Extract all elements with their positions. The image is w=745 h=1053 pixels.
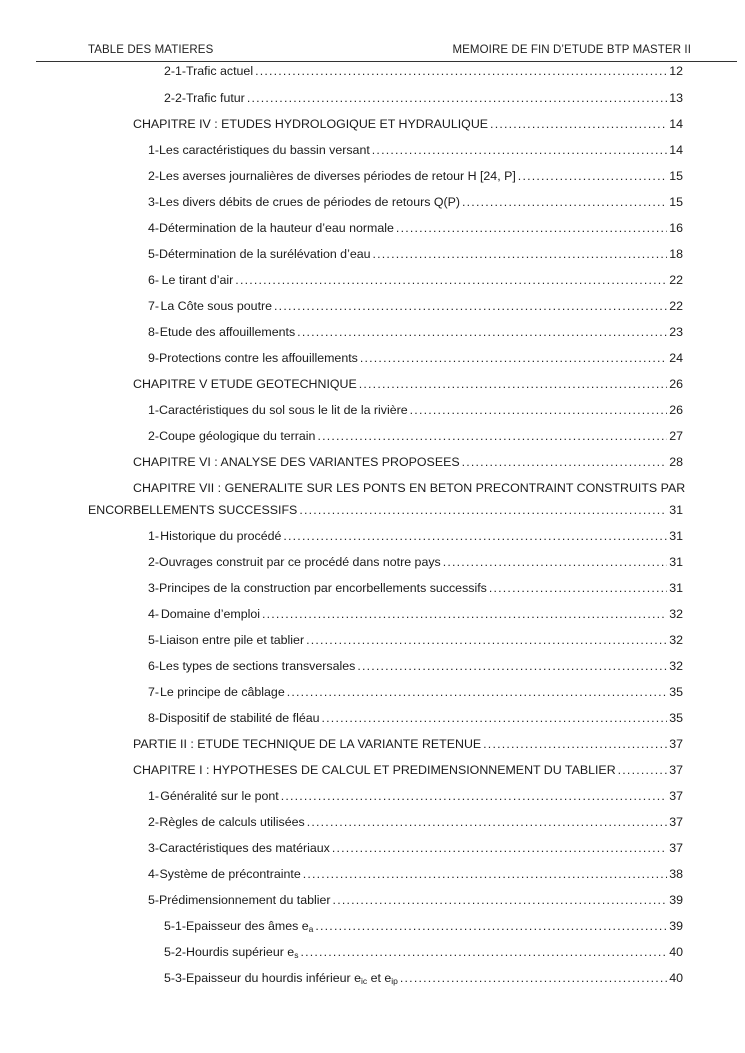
toc-entry-title: Coupe géologique du terrain (159, 429, 316, 443)
leader-dots (396, 215, 667, 241)
toc-entry-number: 6- (148, 659, 160, 673)
toc-entry-page: 35 (669, 711, 683, 725)
toc-entry[interactable] (148, 835, 683, 861)
toc-entry[interactable] (148, 423, 683, 449)
leader-dots (373, 241, 668, 267)
toc-entry-page: 31 (669, 581, 683, 595)
toc-entry-title: Les caractéristiques du bassin versant (159, 143, 370, 157)
toc-entry-title-line2: ENCORBELLEMENTS SUCCESSIFS (88, 503, 298, 517)
toc-entry[interactable] (148, 627, 683, 653)
subscript: s (294, 950, 299, 960)
toc-entry-page: 23 (669, 325, 683, 339)
subscript: a (308, 924, 314, 934)
toc-entry-number: 4- (148, 607, 160, 621)
leader-dots (300, 939, 667, 965)
leader-dots (307, 809, 667, 835)
toc-entry-number: 5-1- (164, 919, 187, 933)
leader-dots (235, 267, 667, 293)
toc-entry-page: 32 (669, 633, 683, 647)
leader-dots (322, 705, 668, 731)
toc-entry[interactable] (148, 705, 683, 731)
toc-entry-page: 35 (669, 685, 683, 699)
leader-dots (297, 319, 667, 345)
toc-entry-page: 18 (669, 247, 683, 261)
toc-entry[interactable] (164, 58, 683, 84)
toc-entry-page: 27 (669, 429, 683, 443)
toc-entry[interactable] (148, 189, 683, 215)
toc-entry[interactable] (148, 575, 683, 601)
toc-entry-number: 5-3- (164, 971, 187, 985)
toc-entry[interactable] (148, 601, 683, 627)
toc-entry-number: 1- (148, 403, 160, 417)
toc-entry-title: Généralité sur le pont (160, 789, 279, 803)
leader-dots (287, 679, 667, 705)
toc-entry-page: 31 (669, 503, 683, 517)
toc-entry[interactable] (164, 939, 683, 965)
subscript: ic (361, 976, 368, 986)
toc-entry-title: Les divers débits de crues de périodes de retours Q(P) (159, 195, 461, 209)
toc-entry-number: 8- (148, 711, 160, 725)
toc-entry[interactable] (164, 965, 683, 991)
toc-entry-page: 37 (669, 737, 683, 751)
toc-entry-title: Historique du procédé (160, 529, 282, 543)
toc-entry-page: 37 (669, 789, 683, 803)
leader-dots (332, 835, 667, 861)
toc-entry-page: 40 (669, 945, 683, 959)
leader-dots (462, 189, 667, 215)
toc-entry-number: 8- (148, 325, 160, 339)
header-left: TABLE DES MATIERES (88, 44, 214, 56)
toc-entry-number: 2- (148, 169, 160, 183)
toc-entry[interactable] (164, 913, 683, 939)
toc-entry[interactable] (148, 137, 683, 163)
toc-entry-page: 37 (669, 763, 683, 777)
leader-dots (274, 293, 667, 319)
toc-entry-page: 15 (669, 195, 683, 209)
leader-dots (489, 575, 667, 601)
toc-entry[interactable] (148, 523, 683, 549)
toc-entry-page: 24 (669, 351, 683, 365)
toc-chapter[interactable] (133, 757, 683, 783)
leader-dots (306, 627, 667, 653)
toc-entry-title: Etude des affouillements (159, 325, 296, 339)
toc-entry-page: 22 (669, 273, 683, 287)
toc-entry-page: 32 (669, 659, 683, 673)
leader-dots (360, 345, 667, 371)
toc-entry-number: 5-2- (164, 945, 187, 959)
toc-entry-page: 31 (669, 555, 683, 569)
toc-entry-page: 39 (669, 919, 683, 933)
toc-chapter[interactable] (133, 371, 683, 397)
toc-entry-number: 1- (148, 529, 160, 543)
toc-entry[interactable] (148, 653, 683, 679)
toc-entry-title: Caractéristiques du sol sous le lit de la rivière (159, 403, 408, 417)
toc-entry[interactable] (148, 809, 683, 835)
toc-entry-title: Dispositif de stabilité de fléau (159, 711, 320, 725)
toc-entry-page: 32 (669, 607, 683, 621)
toc-entry-title: Système de précontrainte (159, 867, 301, 881)
toc-entry-title: CHAPITRE VI : ANALYSE DES VARIANTES PROPOSEES (133, 455, 460, 469)
toc-entry-page: 22 (669, 299, 683, 313)
toc-entry-number: 7- (148, 685, 160, 699)
toc-entry-number: 6- (148, 273, 160, 287)
toc-entry-title: Détermination de la hauteur d’eau normale (159, 221, 394, 235)
toc-entry-title: PARTIE II : ETUDE TECHNIQUE DE LA VARIANTE RETENUE (133, 737, 482, 751)
toc-chapter[interactable] (133, 449, 683, 475)
toc-entry-title: Caractéristiques des matériaux (159, 841, 330, 855)
header-right: MEMOIRE DE FIN D’ETUDE BTP MASTER II (452, 44, 691, 56)
toc-entry-title: Principes de la construction par encorbellements successifs (159, 581, 487, 595)
toc-entry-number: 2-1- (164, 64, 187, 78)
toc-entry[interactable] (148, 679, 683, 705)
toc-entry-page: 37 (669, 841, 683, 855)
toc-entry-number: 4- (148, 221, 160, 235)
toc-entry-title: Hourdis supérieur $e_s$ (186, 945, 299, 960)
toc-entry-number: 4- (148, 867, 160, 881)
leader-dots (281, 783, 668, 809)
toc-entry-page: 37 (669, 815, 683, 829)
leader-dots (283, 523, 667, 549)
toc-chapter[interactable] (133, 111, 683, 137)
toc-chapter-line2[interactable] (88, 497, 683, 523)
leader-dots (483, 731, 667, 757)
toc-entry-number: 2-2- (164, 91, 187, 105)
toc-entry-title: Liaison entre pile et tablier (159, 633, 305, 647)
toc-entry-title: Le tirant d’air (161, 273, 234, 287)
toc-entry[interactable] (148, 293, 683, 319)
toc-entry-title: Trafic actuel (186, 64, 254, 78)
toc-entry-title-line1: CHAPITRE VII : GENERALITE SUR LES PONTS EN BETON PRECONTRAINT CONSTRUITS PAR (133, 481, 686, 495)
leader-dots (255, 58, 667, 84)
leader-dots (303, 861, 667, 887)
page-header (88, 44, 691, 56)
toc-entry[interactable] (164, 85, 683, 111)
toc-entry-number: 2- (148, 815, 160, 829)
toc-entry-number: 5- (148, 633, 160, 647)
toc-entry-page: 16 (669, 221, 683, 235)
toc-entry-number: 5- (148, 247, 160, 261)
leader-dots (315, 913, 667, 939)
leader-dots (372, 137, 667, 163)
toc-entry-title: Le principe de câblage (160, 685, 285, 699)
toc-entry[interactable] (148, 549, 683, 575)
leader-dots (359, 371, 667, 397)
toc-entry[interactable] (148, 783, 683, 809)
toc-entry-number: 2- (148, 429, 160, 443)
leader-dots (262, 601, 667, 627)
toc-entry-title: Détermination de la surélévation d’eau (159, 247, 371, 261)
leader-dots (410, 397, 668, 423)
toc-entry-page: 13 (669, 91, 683, 105)
subscript: ip (391, 976, 398, 986)
leader-dots (357, 653, 667, 679)
toc-part[interactable] (133, 731, 683, 757)
toc-entry[interactable] (148, 887, 683, 913)
toc-entry[interactable] (148, 319, 683, 345)
toc-entry-number: 1- (148, 789, 160, 803)
toc-entry-title: Epaisseur du hourdis inférieur $e_{ic}$ et $e_{ip}$ (186, 971, 398, 986)
toc-entry-title: Domaine d’emploi (160, 607, 260, 621)
toc-entry-title: CHAPITRE V ETUDE GEOTECHNIQUE (133, 377, 357, 391)
toc-entry-title: La Côte sous poutre (160, 299, 273, 313)
leader-dots (333, 887, 668, 913)
toc-entry-number: 3- (148, 581, 160, 595)
toc-entry-title: Prédimensionnement du tablier (159, 893, 331, 907)
toc-entry[interactable] (148, 241, 683, 267)
toc-entry-title: Les types de sections transversales (159, 659, 356, 673)
toc-entry-page: 26 (669, 377, 683, 391)
leader-dots (618, 757, 668, 783)
leader-dots (518, 163, 667, 189)
toc-entry-page: 14 (669, 143, 683, 157)
toc-entry-number: 9- (148, 351, 160, 365)
toc-entry-title: Epaisseur des âmes $e_a$ (186, 919, 314, 934)
leader-dots (490, 111, 667, 137)
toc-entry-title: CHAPITRE I : HYPOTHESES DE CALCUL ET PREDIMENSIONNEMENT DU TABLIER (133, 763, 616, 777)
toc-entry-title: Protections contre les affouillements (159, 351, 358, 365)
toc-entry-number: 3- (148, 841, 160, 855)
toc-entry-page: 14 (669, 117, 683, 131)
toc-entry-title: CHAPITRE IV : ETUDES HYDROLOGIQUE ET HYDRAULIQUE (133, 117, 489, 131)
toc-entry-title: Règles de calculs utilisées (159, 815, 305, 829)
toc-entry[interactable] (148, 163, 683, 189)
toc-entry-page: 31 (669, 529, 683, 543)
toc-entry-page: 39 (669, 893, 683, 907)
toc-entry[interactable] (148, 861, 683, 887)
toc-entry-page: 40 (669, 971, 683, 985)
toc-entry[interactable] (148, 397, 683, 423)
toc-entry-number: 3- (148, 195, 160, 209)
toc-entry-page: 28 (669, 455, 683, 469)
toc-entry[interactable] (148, 345, 683, 371)
toc-entry-page: 38 (669, 867, 683, 881)
leader-dots (247, 85, 667, 111)
toc-entry-title: Ouvrages construit par ce procédé dans notre pays (159, 555, 441, 569)
toc-entry-page: 15 (669, 169, 683, 183)
toc-entry-number: 7- (148, 299, 160, 313)
toc-entry-title: Trafic futur (186, 91, 245, 105)
toc-entry-page: 26 (669, 403, 683, 417)
toc-entry-number: 5- (148, 893, 160, 907)
toc-entry-title: Les averses journalières de diverses périodes de retour H [24, P] (159, 169, 516, 183)
leader-dots (443, 549, 667, 575)
toc-entry[interactable] (148, 267, 683, 293)
leader-dots (400, 965, 667, 991)
leader-dots (317, 423, 667, 449)
toc-entry[interactable] (148, 215, 683, 241)
leader-dots (299, 497, 667, 523)
toc-entry-page: 12 (669, 64, 683, 78)
leader-dots (462, 449, 668, 475)
toc-entry-number: 2- (148, 555, 160, 569)
toc-entry-number: 1- (148, 143, 160, 157)
